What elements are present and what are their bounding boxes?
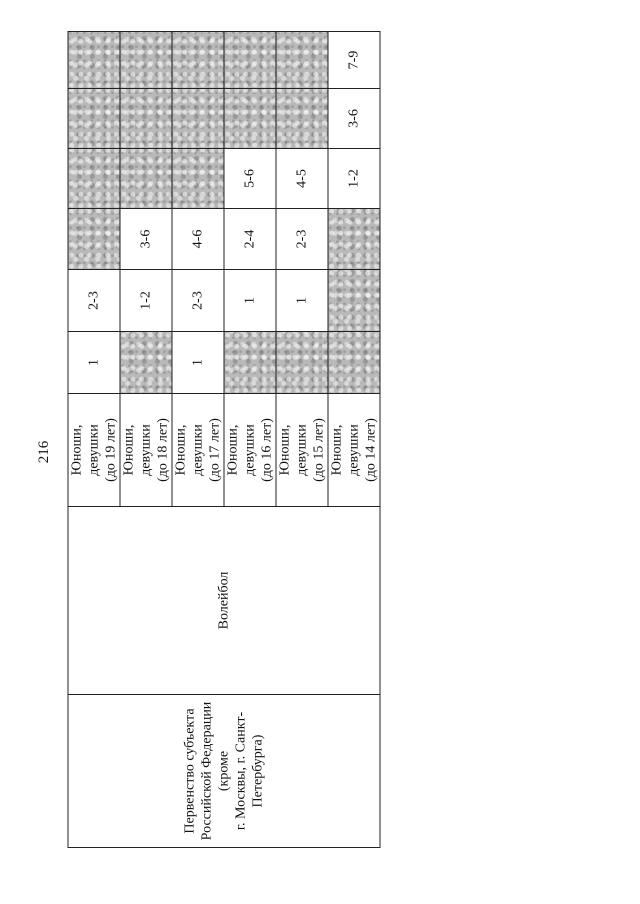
place-range-cell: 3-6	[120, 209, 172, 270]
rotated-table-container	[67, 32, 378, 848]
place-range-cell: 1-2	[120, 270, 172, 332]
shaded-cell	[172, 149, 224, 209]
place-range-cell: 3-6	[328, 89, 380, 149]
shaded-cell	[120, 149, 172, 209]
place-range-cell: 5-6	[224, 149, 276, 209]
table-row	[68, 32, 120, 848]
results-table	[67, 31, 380, 848]
place-range-cell: 1	[276, 270, 328, 332]
shaded-cell	[328, 332, 380, 394]
place-range-cell: 1	[68, 332, 120, 394]
shaded-cell	[120, 32, 172, 89]
age-category-cell: Юноши, девушки (до 19 лет)	[68, 394, 120, 507]
sport-cell: Волейбол	[68, 507, 380, 695]
shaded-cell	[276, 89, 328, 149]
competition-cell: Первенство субъекта Российской Федерации (кроме г. Москвы, г. Санкт- Петербурга)	[68, 695, 380, 848]
place-range-cell: 1-2	[328, 149, 380, 209]
shaded-cell	[276, 32, 328, 89]
shaded-cell	[68, 149, 120, 209]
age-category-cell: Юноши, девушки (до 18 лет)	[120, 394, 172, 507]
shaded-cell	[68, 209, 120, 270]
shaded-cell	[276, 332, 328, 394]
shaded-cell	[224, 32, 276, 89]
place-range-cell: 2-4	[224, 209, 276, 270]
place-range-cell: 4-5	[276, 149, 328, 209]
shaded-cell	[172, 32, 224, 89]
place-range-cell: 1	[172, 332, 224, 394]
shaded-cell	[120, 89, 172, 149]
shaded-cell	[224, 332, 276, 394]
shaded-cell	[68, 89, 120, 149]
age-category-cell: Юноши, девушки (до 17 лет)	[172, 394, 224, 507]
shaded-cell	[328, 270, 380, 332]
place-range-cell: 2-3	[68, 270, 120, 332]
page-number: 216	[36, 440, 52, 464]
shaded-cell	[328, 209, 380, 270]
shaded-cell	[120, 332, 172, 394]
place-range-cell: 2-3	[276, 209, 328, 270]
place-range-cell: 4-6	[172, 209, 224, 270]
age-category-cell: Юноши, девушки (до 16 лет)	[224, 394, 276, 507]
place-range-cell: 7-9	[328, 32, 380, 89]
shaded-cell	[224, 89, 276, 149]
age-category-cell: Юноши, девушки (до 15 лет)	[276, 394, 328, 507]
age-category-cell: Юноши, девушки (до 14 лет)	[328, 394, 380, 507]
shaded-cell	[68, 32, 120, 89]
place-range-cell: 2-3	[172, 270, 224, 332]
place-range-cell: 1	[224, 270, 276, 332]
shaded-cell	[172, 89, 224, 149]
